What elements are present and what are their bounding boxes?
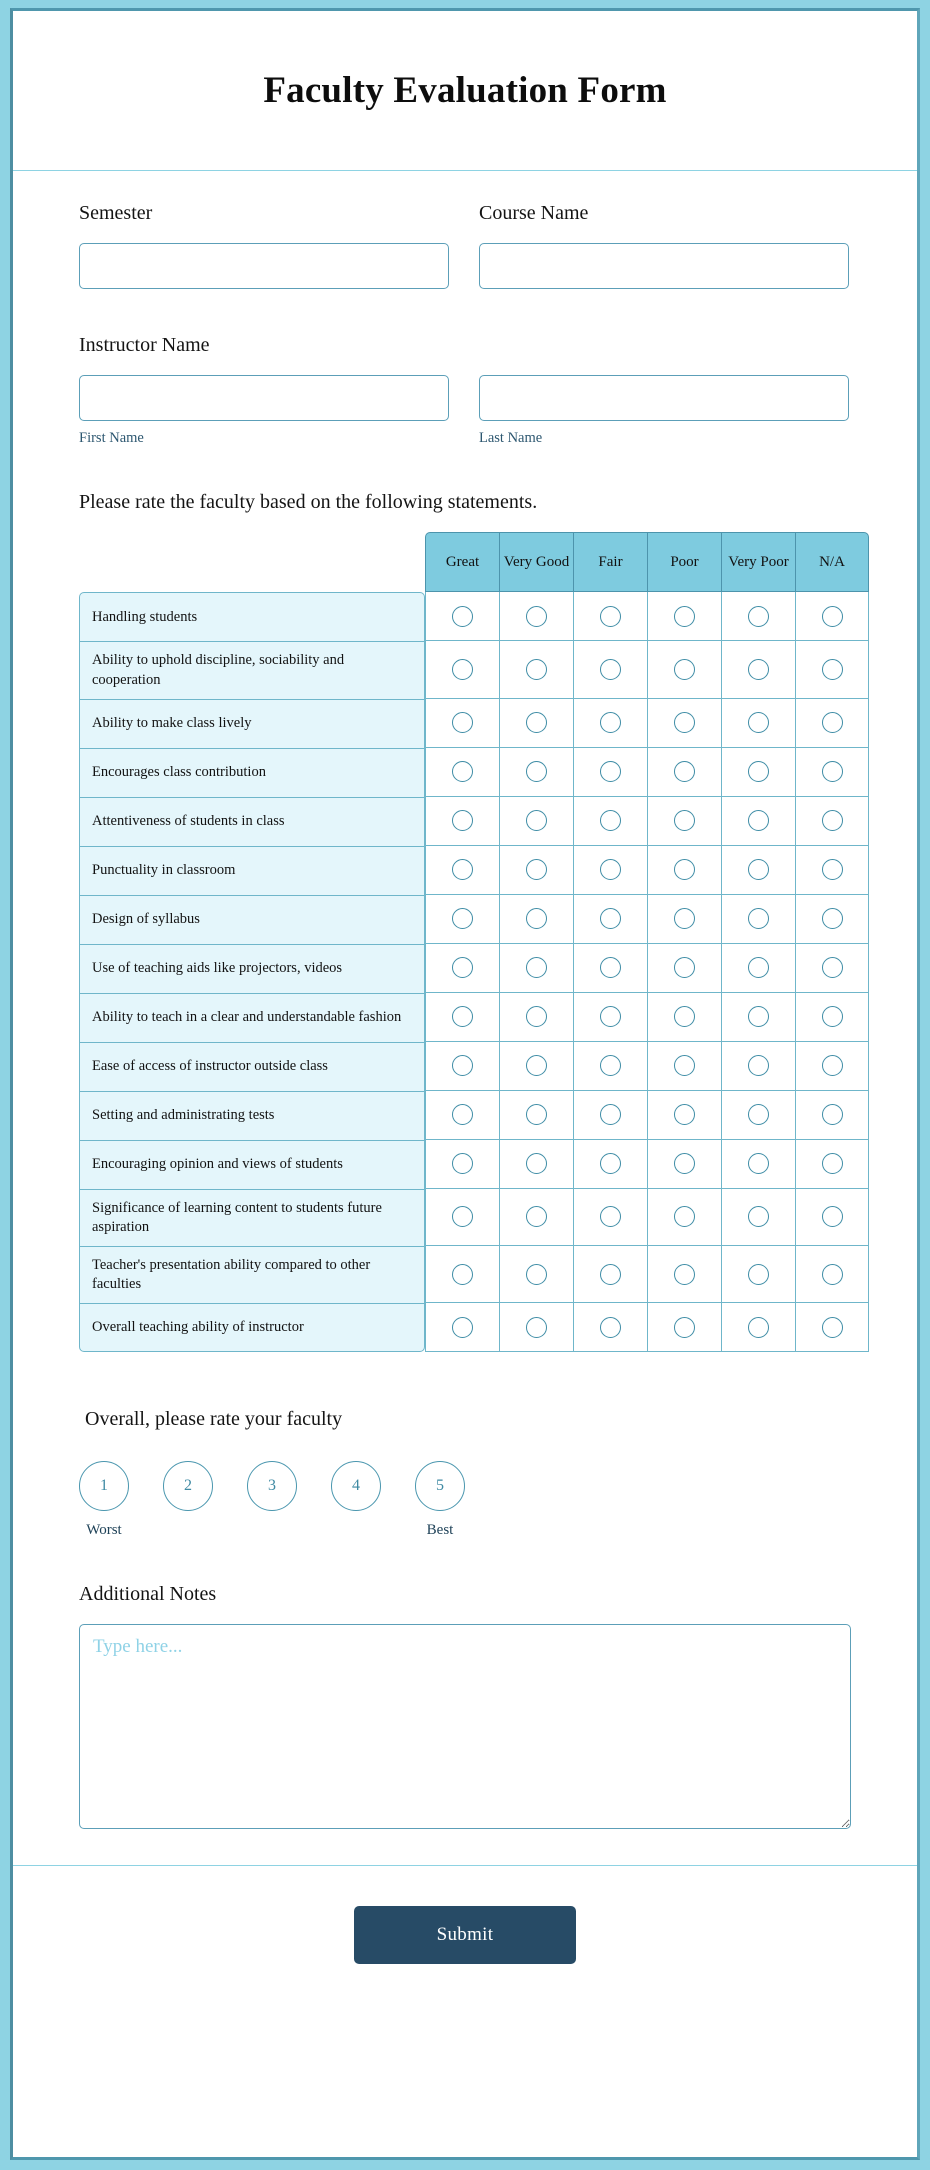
radio-button-icon[interactable] [822, 1006, 843, 1027]
matrix-radio-cell[interactable] [425, 699, 499, 748]
rating-scale-item [79, 1461, 129, 1539]
form-body [13, 171, 917, 1865]
matrix-radio-cell[interactable] [425, 641, 499, 698]
radio-button-icon[interactable] [452, 1104, 473, 1125]
radio-button-icon[interactable] [600, 761, 621, 782]
matrix-radio-cell[interactable] [795, 846, 869, 895]
matrix-radio-cell[interactable] [499, 641, 573, 698]
radio-button-icon[interactable] [822, 957, 843, 978]
matrix-radio-cell[interactable] [425, 895, 499, 944]
radio-button-icon[interactable] [674, 606, 695, 627]
matrix-statement-label: Attentiveness of students in class [79, 797, 425, 846]
radio-button-icon[interactable] [526, 908, 547, 929]
radio-button-icon[interactable] [674, 712, 695, 733]
radio-button-icon[interactable] [452, 957, 473, 978]
radio-button-icon[interactable] [674, 1317, 695, 1338]
radio-button-icon[interactable] [748, 659, 769, 680]
matrix-radio-cell[interactable] [425, 748, 499, 797]
last-name-input[interactable] [479, 375, 849, 421]
matrix-radio-cell[interactable] [425, 1091, 499, 1140]
matrix-radio-cell[interactable] [795, 641, 869, 698]
matrix-header [79, 532, 869, 592]
radio-button-icon[interactable] [452, 1153, 473, 1174]
matrix-radio-cell[interactable] [795, 1091, 869, 1140]
semester-label: Semester [79, 202, 153, 224]
matrix-statement-label: Encourages class contribution [79, 748, 425, 797]
radio-button-icon[interactable] [526, 810, 547, 831]
matrix-row [79, 1246, 869, 1303]
instructor-name-row [13, 375, 917, 447]
matrix-radio-cell[interactable] [795, 1140, 869, 1189]
matrix-radio-cell[interactable] [721, 944, 795, 993]
radio-button-icon[interactable] [748, 712, 769, 733]
rating-matrix-table [79, 532, 869, 1352]
radio-button-icon[interactable] [452, 908, 473, 929]
last-name-field-group [479, 375, 849, 447]
radio-button-icon[interactable] [748, 1153, 769, 1174]
radio-button-icon[interactable] [600, 1317, 621, 1338]
first-name-sub-label: First Name [79, 430, 144, 446]
matrix-radio-cell[interactable] [795, 592, 869, 641]
matrix-radio-cell[interactable] [721, 1246, 795, 1303]
radio-button-icon[interactable] [526, 1055, 547, 1076]
radio-button-icon[interactable] [452, 1206, 473, 1227]
matrix-radio-cell[interactable] [425, 1246, 499, 1303]
additional-notes-textarea[interactable] [79, 1624, 851, 1829]
matrix-radio-cell[interactable] [499, 1140, 573, 1189]
matrix-radio-cell[interactable] [795, 748, 869, 797]
matrix-radio-cell[interactable] [647, 592, 721, 641]
matrix-column-header: Fair [573, 532, 647, 592]
matrix-radio-cell[interactable] [573, 1189, 647, 1246]
radio-button-icon[interactable] [526, 606, 547, 627]
radio-button-icon[interactable] [526, 957, 547, 978]
matrix-radio-cell[interactable] [795, 1303, 869, 1352]
matrix-radio-cell[interactable] [499, 993, 573, 1042]
matrix-radio-cell[interactable] [795, 993, 869, 1042]
radio-button-icon[interactable] [674, 908, 695, 929]
radio-button-icon[interactable] [822, 761, 843, 782]
rating-scale-item [415, 1461, 465, 1539]
matrix-row [79, 993, 869, 1042]
course-name-input[interactable] [479, 243, 849, 289]
radio-button-icon[interactable] [822, 1055, 843, 1076]
radio-button-icon[interactable] [748, 1006, 769, 1027]
first-name-field-group [79, 375, 449, 447]
radio-button-icon[interactable] [822, 1104, 843, 1125]
radio-button-icon[interactable] [822, 1206, 843, 1227]
radio-button-icon[interactable] [822, 810, 843, 831]
course-name-field-group [479, 201, 849, 289]
radio-button-icon[interactable] [600, 606, 621, 627]
matrix-radio-cell[interactable] [499, 1246, 573, 1303]
radio-button-icon[interactable] [674, 1153, 695, 1174]
matrix-radio-cell[interactable] [425, 1042, 499, 1091]
radio-button-icon[interactable] [748, 761, 769, 782]
matrix-radio-cell[interactable] [573, 1140, 647, 1189]
first-name-input[interactable] [79, 375, 449, 421]
radio-button-icon[interactable] [452, 859, 473, 880]
matrix-statement-label: Significance of learning content to students future aspiration [79, 1189, 425, 1246]
radio-button-icon[interactable] [748, 859, 769, 880]
rating-scale-item [247, 1461, 297, 1539]
matrix-radio-cell[interactable] [721, 1091, 795, 1140]
radio-button-icon[interactable] [748, 810, 769, 831]
matrix-statement-label: Use of teaching aids like projectors, videos [79, 944, 425, 993]
rating-scale-item [331, 1461, 381, 1539]
radio-button-icon[interactable] [526, 659, 547, 680]
instructor-name-label: Instructor Name [79, 334, 210, 356]
rating-scale-option[interactable]: 5 [415, 1461, 465, 1511]
radio-button-icon[interactable] [526, 712, 547, 733]
matrix-statement-label: Encouraging opinion and views of students [79, 1140, 425, 1189]
overall-rating-label: Overall, please rate your faculty [85, 1408, 343, 1431]
matrix-radio-cell[interactable] [499, 1091, 573, 1140]
matrix-radio-cell[interactable] [499, 797, 573, 846]
radio-button-icon[interactable] [822, 908, 843, 929]
matrix-radio-cell[interactable] [573, 748, 647, 797]
matrix-radio-cell[interactable] [647, 797, 721, 846]
radio-button-icon[interactable] [600, 1153, 621, 1174]
matrix-radio-cell[interactable] [425, 1303, 499, 1352]
matrix-radio-cell[interactable] [573, 797, 647, 846]
radio-button-icon[interactable] [526, 859, 547, 880]
matrix-radio-cell[interactable] [721, 1303, 795, 1352]
matrix-row [79, 944, 869, 993]
radio-button-icon[interactable] [526, 1104, 547, 1125]
matrix-row [79, 699, 869, 748]
matrix-row [79, 1140, 869, 1189]
rating-scale-option[interactable]: 2 [163, 1461, 213, 1511]
radio-button-icon[interactable] [822, 712, 843, 733]
matrix-radio-cell[interactable] [573, 993, 647, 1042]
matrix-row [79, 1091, 869, 1140]
matrix-column-header: Very Good [499, 532, 573, 592]
matrix-radio-cell[interactable] [425, 592, 499, 641]
rating-scale-high-caption: Best [426, 1522, 454, 1539]
matrix-radio-cell[interactable] [647, 641, 721, 698]
radio-button-icon[interactable] [748, 1317, 769, 1338]
radio-button-icon[interactable] [452, 761, 473, 782]
matrix-row [79, 641, 869, 698]
matrix-radio-cell[interactable] [573, 1042, 647, 1091]
matrix-radio-cell[interactable] [721, 846, 795, 895]
matrix-body [79, 592, 869, 1352]
matrix-radio-cell[interactable] [499, 699, 573, 748]
matrix-radio-cell[interactable] [721, 699, 795, 748]
matrix-radio-cell[interactable] [647, 699, 721, 748]
matrix-intro-text: Please rate the faculty based on the following statements. [79, 491, 538, 514]
matrix-statement-label: Ability to uphold discipline, sociability and cooperation [79, 641, 425, 698]
additional-notes-wrap [13, 1624, 917, 1829]
matrix-statement-label: Ease of access of instructor outside class [79, 1042, 425, 1091]
matrix-radio-cell[interactable] [425, 797, 499, 846]
radio-button-icon[interactable] [674, 1206, 695, 1227]
matrix-radio-cell[interactable] [647, 1246, 721, 1303]
matrix-row [79, 1303, 869, 1352]
form-frame [10, 8, 920, 2160]
radio-button-icon[interactable] [748, 1104, 769, 1125]
radio-button-icon[interactable] [526, 1006, 547, 1027]
radio-button-icon[interactable] [748, 1055, 769, 1076]
matrix-statement-label: Design of syllabus [79, 895, 425, 944]
radio-button-icon[interactable] [600, 957, 621, 978]
radio-button-icon[interactable] [748, 957, 769, 978]
matrix-row [79, 748, 869, 797]
matrix-radio-cell[interactable] [573, 895, 647, 944]
matrix-statement-label: Overall teaching ability of instructor [79, 1303, 425, 1352]
radio-button-icon[interactable] [600, 908, 621, 929]
matrix-column-header: Very Poor [721, 532, 795, 592]
matrix-radio-cell[interactable] [721, 895, 795, 944]
matrix-radio-cell[interactable] [721, 641, 795, 698]
matrix-statement-label: Setting and administrating tests [79, 1091, 425, 1140]
radio-button-icon[interactable] [822, 859, 843, 880]
radio-button-icon[interactable] [674, 957, 695, 978]
radio-button-icon[interactable] [822, 606, 843, 627]
matrix-statement-label: Ability to teach in a clear and understandable fashion [79, 993, 425, 1042]
radio-button-icon[interactable] [452, 712, 473, 733]
matrix-row [79, 1042, 869, 1091]
matrix-radio-cell[interactable] [795, 797, 869, 846]
matrix-radio-cell[interactable] [573, 846, 647, 895]
radio-button-icon[interactable] [526, 1317, 547, 1338]
matrix-radio-cell[interactable] [795, 1042, 869, 1091]
matrix-radio-cell[interactable] [425, 846, 499, 895]
radio-button-icon[interactable] [674, 1104, 695, 1125]
radio-button-icon[interactable] [452, 1317, 473, 1338]
matrix-header-row [79, 532, 869, 592]
radio-button-icon[interactable] [674, 1006, 695, 1027]
radio-button-icon[interactable] [822, 1153, 843, 1174]
last-name-sub-label: Last Name [479, 430, 543, 446]
matrix-statement-label: Ability to make class lively [79, 699, 425, 748]
radio-button-icon[interactable] [674, 659, 695, 680]
radio-button-icon[interactable] [748, 1264, 769, 1285]
radio-button-icon[interactable] [674, 761, 695, 782]
matrix-radio-cell[interactable] [721, 1140, 795, 1189]
matrix-radio-cell[interactable] [647, 1189, 721, 1246]
radio-button-icon[interactable] [600, 1206, 621, 1227]
radio-button-icon[interactable] [600, 810, 621, 831]
instructor-name-label-wrap [13, 333, 917, 357]
matrix-radio-cell[interactable] [499, 895, 573, 944]
matrix-radio-cell[interactable] [647, 944, 721, 993]
matrix-column-header: Poor [647, 532, 721, 592]
form-footer [13, 1865, 917, 2003]
matrix-radio-cell[interactable] [721, 797, 795, 846]
matrix-radio-cell[interactable] [499, 846, 573, 895]
matrix-statement-label: Teacher's presentation ability compared to other faculties [79, 1246, 425, 1303]
matrix-row [79, 797, 869, 846]
submit-button[interactable]: Submit [354, 1906, 576, 1964]
matrix-radio-cell[interactable] [573, 944, 647, 993]
radio-button-icon[interactable] [600, 859, 621, 880]
semester-field-group [79, 201, 449, 289]
matrix-column-header: Great [425, 532, 499, 592]
radio-button-icon[interactable] [600, 1264, 621, 1285]
matrix-radio-cell[interactable] [499, 1189, 573, 1246]
matrix-radio-cell[interactable] [647, 846, 721, 895]
radio-button-icon[interactable] [452, 1055, 473, 1076]
matrix-radio-cell[interactable] [573, 592, 647, 641]
matrix-radio-cell[interactable] [499, 592, 573, 641]
matrix-radio-cell[interactable] [795, 1246, 869, 1303]
radio-button-icon[interactable] [600, 1006, 621, 1027]
radio-button-icon[interactable] [674, 1055, 695, 1076]
radio-button-icon[interactable] [452, 1264, 473, 1285]
rating-scale-option[interactable]: 1 [79, 1461, 129, 1511]
matrix-column-header: N/A [795, 532, 869, 592]
matrix-row [79, 895, 869, 944]
rating-scale-item [163, 1461, 213, 1539]
radio-button-icon[interactable] [600, 1104, 621, 1125]
matrix-row [79, 592, 869, 641]
radio-button-icon[interactable] [526, 1264, 547, 1285]
matrix-radio-cell[interactable] [425, 1189, 499, 1246]
radio-button-icon[interactable] [600, 712, 621, 733]
matrix-radio-cell[interactable] [573, 1303, 647, 1352]
matrix-radio-cell[interactable] [499, 748, 573, 797]
radio-button-icon[interactable] [674, 810, 695, 831]
matrix-radio-cell[interactable] [721, 1042, 795, 1091]
matrix-radio-cell[interactable] [647, 1303, 721, 1352]
matrix-radio-cell[interactable] [795, 944, 869, 993]
semester-input[interactable] [79, 243, 449, 289]
matrix-corner-cell [79, 532, 425, 592]
radio-button-icon[interactable] [674, 859, 695, 880]
radio-button-icon[interactable] [452, 606, 473, 627]
rating-scale-option[interactable]: 3 [247, 1461, 297, 1511]
radio-button-icon[interactable] [452, 1006, 473, 1027]
matrix-statement-label: Punctuality in classroom [79, 846, 425, 895]
form-header [13, 11, 917, 171]
matrix-radio-cell[interactable] [425, 1140, 499, 1189]
radio-button-icon[interactable] [526, 1206, 547, 1227]
radio-button-icon[interactable] [674, 1264, 695, 1285]
overall-rating-scale [13, 1461, 917, 1539]
matrix-radio-cell[interactable] [795, 699, 869, 748]
radio-button-icon[interactable] [748, 1206, 769, 1227]
matrix-radio-cell[interactable] [721, 592, 795, 641]
matrix-radio-cell[interactable] [647, 993, 721, 1042]
matrix-radio-cell[interactable] [573, 1091, 647, 1140]
matrix-radio-cell[interactable] [795, 1189, 869, 1246]
radio-button-icon[interactable] [822, 659, 843, 680]
matrix-radio-cell[interactable] [647, 895, 721, 944]
matrix-radio-cell[interactable] [721, 748, 795, 797]
matrix-row [79, 1189, 869, 1246]
matrix-radio-cell[interactable] [647, 1140, 721, 1189]
radio-button-icon[interactable] [822, 1317, 843, 1338]
matrix-radio-cell[interactable] [573, 641, 647, 698]
matrix-radio-cell[interactable] [499, 1303, 573, 1352]
radio-button-icon[interactable] [452, 810, 473, 831]
radio-button-icon[interactable] [822, 1264, 843, 1285]
matrix-radio-cell[interactable] [425, 993, 499, 1042]
radio-button-icon[interactable] [526, 1153, 547, 1174]
course-name-label: Course Name [479, 202, 589, 224]
matrix-radio-cell[interactable] [499, 1042, 573, 1091]
matrix-statement-label: Handling students [79, 592, 425, 641]
radio-button-icon[interactable] [600, 1055, 621, 1076]
matrix-radio-cell[interactable] [499, 944, 573, 993]
radio-button-icon[interactable] [452, 659, 473, 680]
matrix-radio-cell[interactable] [647, 748, 721, 797]
matrix-radio-cell[interactable] [647, 1091, 721, 1140]
additional-notes-label: Additional Notes [79, 1583, 217, 1606]
rating-scale-low-caption: Worst [86, 1522, 122, 1539]
radio-button-icon[interactable] [748, 606, 769, 627]
page-title: Faculty Evaluation Form [263, 70, 667, 111]
matrix-radio-cell[interactable] [721, 993, 795, 1042]
radio-button-icon[interactable] [748, 908, 769, 929]
radio-button-icon[interactable] [526, 761, 547, 782]
matrix-radio-cell[interactable] [647, 1042, 721, 1091]
matrix-radio-cell[interactable] [721, 1189, 795, 1246]
matrix-radio-cell[interactable] [795, 895, 869, 944]
rating-scale-option[interactable]: 4 [331, 1461, 381, 1511]
semester-course-row [13, 201, 917, 289]
matrix-radio-cell[interactable] [573, 1246, 647, 1303]
matrix-radio-cell[interactable] [573, 699, 647, 748]
matrix-radio-cell[interactable] [425, 944, 499, 993]
radio-button-icon[interactable] [600, 659, 621, 680]
matrix-row [79, 846, 869, 895]
